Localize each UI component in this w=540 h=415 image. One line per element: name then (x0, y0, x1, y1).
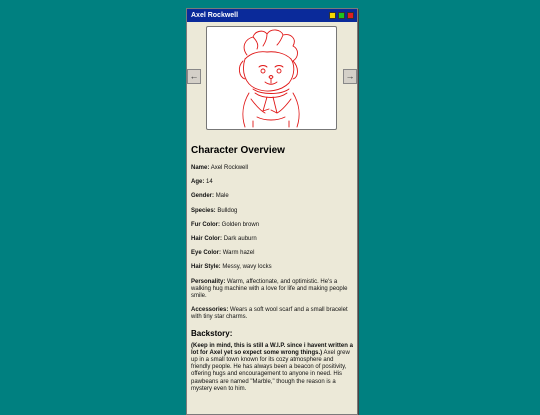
field-value: Bulldog (217, 207, 238, 214)
close-button[interactable] (347, 12, 354, 19)
previous-image-button[interactable] (187, 69, 201, 84)
field-hair-style (191, 264, 353, 271)
backstory-paragraph (191, 343, 353, 393)
window-title: Axel Rockwell (191, 12, 239, 19)
window-controls (329, 12, 354, 19)
field-value: Wears a soft wool scarf and a small bracelet with tiny star charms. (191, 307, 348, 321)
field-fur-color (191, 222, 353, 229)
character-sketch-image (206, 26, 337, 130)
field-value: Male (215, 193, 229, 200)
field-label: Species: (191, 207, 216, 214)
character-sketch-drawing (207, 27, 336, 129)
minimize-button[interactable] (329, 12, 336, 19)
field-label: Name: (191, 165, 210, 171)
character-details (191, 135, 353, 400)
field-label: Accessories: (191, 307, 229, 314)
field-value: Messy, wavy locks (222, 264, 272, 271)
backstory-note: (Keep in mind, this is still a W.I.P. since i havent written a lot for Axel yet so expect some wrong things.) (191, 342, 353, 356)
maximize-button[interactable] (338, 12, 345, 19)
field-value: Golden brown (221, 221, 260, 228)
next-image-button[interactable] (343, 69, 357, 84)
field-label: Fur Color: (191, 221, 220, 228)
field-value: Warm, affectionate, and optimistic. He's a walking hug machine with a love for life and making people smile. (191, 278, 348, 300)
field-hair-color (191, 236, 353, 243)
field-value: Dark auburn (223, 236, 257, 243)
field-age (191, 179, 353, 186)
overview-heading: Character Overview (191, 145, 285, 156)
field-gender (191, 193, 353, 200)
field-eye-color (191, 250, 353, 257)
field-name (191, 165, 353, 172)
field-label: Personality: (191, 278, 226, 285)
field-label: Gender: (191, 193, 215, 200)
field-value: Warm hazel (222, 250, 255, 257)
title-bar[interactable] (187, 9, 357, 22)
arrow-left-icon: ← (189, 71, 199, 81)
field-label: Hair Color: (191, 236, 223, 243)
field-label: Age: (191, 179, 205, 186)
backstory-text: Axel grew up in a small town known for its cozy atmosphere and friendly people. He has always been a beacon of positivity, offering hugs and encouragement to anyone in need. His pawbeans are named "Marble," though the reason is a mystery even to him. (191, 349, 350, 392)
arrow-right-icon: → (345, 71, 355, 81)
field-accessories (191, 307, 353, 321)
field-label: Hair Style: (191, 264, 221, 271)
field-species (191, 208, 353, 215)
backstory-heading: Backstory: (191, 328, 233, 338)
field-personality (191, 279, 353, 301)
character-window (186, 8, 358, 415)
field-value: Axel Rockwell (210, 165, 249, 171)
field-value: 14 (206, 179, 213, 186)
field-label: Eye Color: (191, 250, 222, 257)
